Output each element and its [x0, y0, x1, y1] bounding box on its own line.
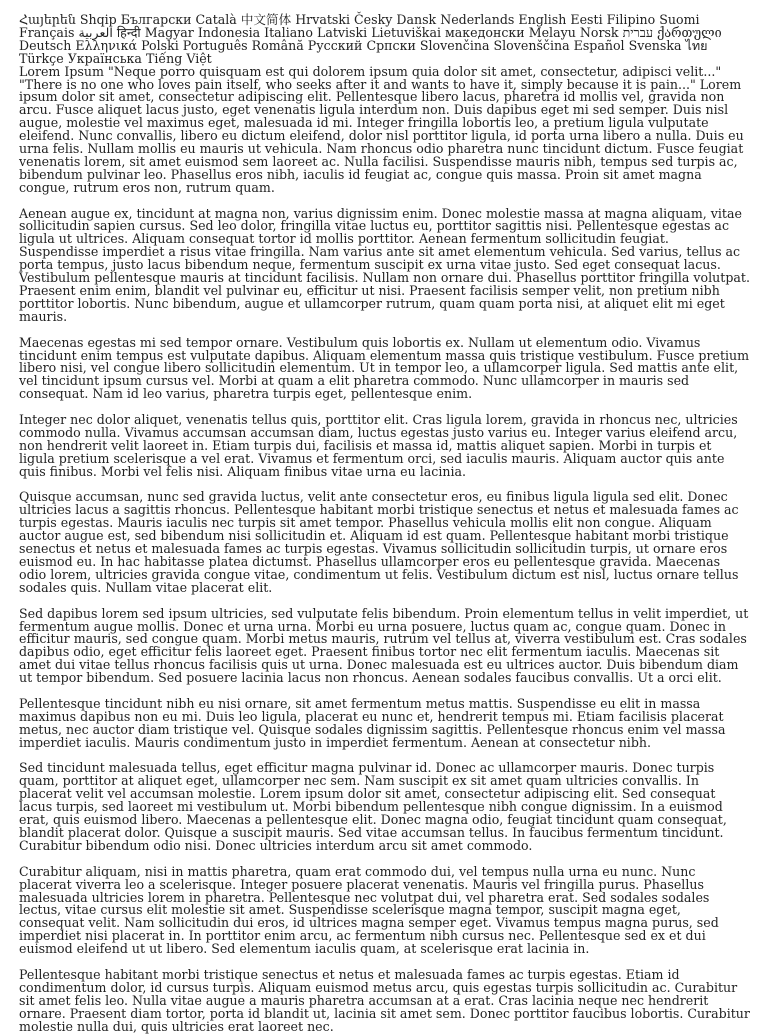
language-link[interactable]: Svenska: [628, 37, 682, 53]
language-link[interactable]: English: [518, 12, 567, 27]
paragraph: Pellentesque tincidunt nibh eu nisi ornare, sit amet fermentum metus mattis. Suspendisse eu elit in massa maximus dapibus non eu mi. Duis leo ligula, placerat eu nunc et, hendrerit tempus mi. Etiam facilisis placerat metus, nec auctor diam tristique vel. Quisque sodales dignissim sagittis. Pellentesque rhoncus enim vel massa imperdiet iaculis. Mauris condimentum justo in imperdiet fermentum. Aenean at consectetur nibh.: [19, 695, 726, 750]
intro-paragraph: [19, 63, 750, 195]
paragraph: Quisque accumsan, nunc sed gravida luctus, velit ante consectetur eros, eu finibus ligula ligula sed elit. Donec ultricies lacus a sagittis rhoncus. Pellentesque habitant morbi tristique senectus et netus et malesuada fames ac turpis egestas. Mauris iaculis nec turpis sit amet tempor. Phasellus vehicula mollis elit non congue. Aliquam auctor augue est, sed bibendum nisi sollicitudin et. Aliquam id est quam. Pellentesque habitant morbi tristique senectus et netus et malesuada fames ac turpis egestas. Vivamus sollicitudin sollicitudin turpis, ut ornare eros euismod eu. In hac habitasse platea dictumst. Phasellus ullamcorper eros eu pellentesque gravida. Maecenas odio lorem, ultricies gravida congue vitae, condimentum ut felis. Vestibulum dictum est nisl, luctus ornare tellus sodales quis. Nullam vitae placerat elit.: [19, 489, 739, 595]
language-link[interactable]: ქართული: [656, 24, 722, 40]
quote: "Neque porro quisquam est qui dolorem ipsum quia dolor sit amet, consectetur, adipisci velit...": [107, 63, 722, 79]
language-link[interactable]: Slovenščina: [493, 37, 570, 53]
language-link[interactable]: Tiếng Việt: [145, 50, 212, 66]
language-link[interactable]: Polski: [141, 37, 179, 53]
language-link[interactable]: Suomi: [659, 12, 700, 27]
quote-translation: "There is no one who loves pain itself, who seeks after it and wants to have it, simply because it is pain...": [19, 76, 696, 92]
language-link[interactable]: Deutsch: [19, 37, 72, 53]
language-link[interactable]: Српски: [366, 37, 416, 53]
language-link[interactable]: Հայերեն: [19, 12, 76, 27]
language-link[interactable]: Nederlands: [440, 12, 515, 27]
language-link[interactable]: Shqip: [79, 12, 117, 27]
language-link[interactable]: Русский: [307, 37, 363, 53]
paragraph: Pellentesque habitant morbi tristique senectus et netus et malesuada fames ac turpis egestas. Etiam id condimentum dolor, id cursus turpis. Aliquam euismod metus arcu, quis egestas turpis sollicitudin ac. Curabitur sit amet felis leo. Nulla vitae augue a mauris pharetra accumsan at a erat. Cras lacinia neque nec hendrerit ornare. Praesent diam tortor, porta id blandit ut, lacinia sit amet sem. Donec porttitor faucibus lobortis. Curabitur molestie nulla dui, quis ultricies erat laoreet nec.: [19, 966, 750, 1034]
language-link[interactable]: Magyar: [144, 24, 194, 40]
language-link[interactable]: Türkçe: [19, 50, 64, 66]
language-link[interactable]: Eesti: [570, 12, 603, 27]
language-link[interactable]: 中文简体: [240, 12, 292, 27]
main-content: [19, 63, 750, 1034]
paragraph: Aenean augue ex, tincidunt at magna non, varius dignissim enim. Donec molestie massa at magna aliquam, vitae sollicitudin sapien cursus. Sed leo dolor, fringilla vitae luctus eu, porttitor sagittis nisi. Pellentesque egestas ac ligula ut ultrices. Aliquam consequat tortor id mollis porttitor. Aenean fermentum sollicitudin feugiat. Suspendisse imperdiet a risus vitae fringilla. Nam varius ante sit amet elementum vehicula. Sed varius, tellus ac porta tempus, justo lacus bibendum neque, fermentum suscipit ex urna vitae justo. Sed eget consequat lacus. Vestibulum pellentesque mauris at tincidunt facilisis. Nullam non ornare dui. Phasellus porttitor fringilla volutpat. Praesent enim enim, blandit vel pulvinar eu, efficitur ut nisi. Praesent facilisis semper velit, non pretium nibh porttitor lobortis. Nunc bibendum, augue et ullamcorper rutrum, quam quam porta nisi, at aliquet elit mi eget mauris.: [19, 205, 750, 324]
language-link[interactable]: Français: [19, 24, 75, 40]
language-link[interactable]: Česky: [354, 12, 393, 27]
language-link[interactable]: Українська: [67, 50, 142, 66]
paragraph: Sed dapibus lorem sed ipsum ultricies, sed vulputate felis bibendum. Proin elementum tellus in velit imperdiet, ut fermentum augue mollis. Donec et urna urna. Morbi eu urna posuere, luctus quam ac, congue quam. Donec in efficitur mauris, sed congue quam. Morbi metus mauris, rutrum vel tellus at, viverra vestibulum est. Cras sodales dapibus odio, eget efficitur felis laoreet eget. Praesent finibus tortor nec elit fermentum iaculis. Maecenas sit amet dui vitae tellus rhoncus facilisis quis ut urna. Donec malesuada est eu ultrices auctor. Duis bibendum diam ut tempor bibendum. Sed posuere lacinia lacus non rhoncus. Aenean sodales faucibus convallis. Ut a orci elit.: [19, 605, 749, 686]
paragraph: Sed tincidunt malesuada tellus, eget efficitur magna pulvinar id. Donec ac ullamcorper mauris. Donec turpis quam, porttitor at aliquet eget, ullamcorper nec sem. Nam suscipit ex sit amet quam ultricies convallis. In placerat velit vel accumsan molestie. Lorem ipsum dolor sit amet, consectetur adipiscing elit. Sed consequat lacus turpis, sed laoreet mi vestibulum ut. Morbi bibendum pellentesque nibh congue dignissim. In a euismod erat, quis euismod libero. Maecenas a pellentesque elit. Donec magna odio, feugiat tincidunt quam consequat, blandit placerat dolor. Quisque a suscipit mauris. Sed vitae accumsan tellus. In faucibus fermentum tincidunt. Curabitur bibendum odio nisi. Donec ultricies interdum arcu sit amet commodo.: [19, 760, 727, 853]
language-link[interactable]: Български: [120, 12, 192, 27]
language-link[interactable]: Română: [251, 37, 304, 53]
language-link[interactable]: Melayu: [528, 24, 576, 40]
language-link[interactable]: Català: [195, 12, 237, 27]
lorem-title: Lorem Ipsum: [19, 63, 104, 79]
language-bar: [19, 14, 750, 66]
language-link[interactable]: Slovenčina: [419, 37, 490, 53]
language-link[interactable]: Español: [573, 37, 625, 53]
paragraph-list: [19, 205, 750, 1034]
language-link[interactable]: Hrvatski: [295, 12, 351, 27]
language-link[interactable]: ไทย: [685, 37, 708, 53]
language-link[interactable]: العربية: [78, 24, 113, 40]
language-link[interactable]: עברית: [622, 24, 653, 40]
language-link[interactable]: Lietuviškai: [371, 24, 441, 40]
intro-body: Lorem ipsum dolor sit amet, consectetur adipiscing elit. Pellentesque libero lacus, pharetra id mollis vel, gravida non arcu. Fusce aliquet lacus justo, eget venenatis ligula interdum non. Duis dapibus eget mi sed semper. Duis nisl augue, molestie vel maximus eget, malesuada id mi. Integer fringilla lobortis leo, a pretium ligula vulputate eleifend. Nunc convallis, libero eu dictum eleifend, dolor nisl porttitor ligula, id porta urna libero a nulla. Duis eu urna felis. Nullam mollis eu mauris ut vehicula. Nam rhoncus odio pharetra nunc tincidunt dictum. Fusce feugiat venenatis lorem, sit amet euismod sem laoreet ac. Nulla facilisi. Suspendisse mauris nibh, tempus sed turpis ac, bibendum pulvinar leo. Phasellus eros nibh, iaculis id feugiat ac, congue quis massa. Proin sit amet magna congue, rutrum eros non, rutrum quam.: [19, 76, 744, 195]
language-link[interactable]: Indonesia: [197, 24, 261, 40]
language-link[interactable]: македонски: [445, 24, 525, 40]
paragraph: Curabitur aliquam, nisi in mattis pharetra, quam erat commodo dui, vel tempus nulla urna eu nunc. Nunc placerat viverra leo a scelerisque. Integer posuere placerat venenatis. Mauris vel fringilla purus. Phasellus malesuada ultricies lorem in pharetra. Pellentesque nec volutpat dui, vel pharetra erat. Sed sodales sodales lectus, vitae cursus elit molestie sit amet. Suspendisse scelerisque magna tempor, suscipit magna eget, consequat velit. Nam sollicitudin dui eros, id ultrices magna semper eget. Vivamus tempus magna purus, sed imperdiet nisi placerat in. In porttitor enim arcu, ac fermentum nibh cursus nec. Pellentesque sed ex et dui euismod eleifend ut ut libero. Sed elementum iaculis quam, at scelerisque erat lacinia in.: [19, 863, 719, 957]
language-link[interactable]: Norsk: [579, 24, 619, 40]
paragraph: Maecenas egestas mi sed tempor ornare. Vestibulum quis lobortis ex. Nullam ut elementum odio. Vivamus tincidunt enim tempus est vulputate dapibus. Aliquam elementum massa quis tristique vestibulum. Fusce pretium libero nisi, vel congue libero sollicitudin elementum. Ut in tempor leo, a ullamcorper ligula. Sed mattis ante elit, vel tincidunt ipsum cursus vel. Morbi at quam a elit pharetra commodo. Nunc ullamcorper in mauris sed consequat. Nam id leo varius, pharetra turpis eget, pellentesque enim.: [19, 334, 750, 402]
language-link[interactable]: Dansk: [396, 12, 437, 27]
language-link[interactable]: Filipino: [606, 12, 656, 27]
paragraph: Integer nec dolor aliquet, venenatis tellus quis, porttitor elit. Cras ligula lorem, gravida in rhoncus nec, ultricies commodo nulla. Vivamus accumsan accumsan diam, luctus egestas justo varius eu. Integer varius eleifend arcu, non hendrerit velit laoreet in. Etiam turpis dui, facilisis et massa id, mattis aliquet sapien. Morbi in turpis et ligula pretium scelerisque a vel erat. Vivamus et fermentum orci, sed iaculis mauris. Aliquam auctor quis ante quis finibus. Morbi vel felis nisi. Aliquam finibus vitae urna eu lacinia.: [19, 412, 738, 479]
language-link[interactable]: Ελληνικά: [75, 37, 138, 53]
language-link[interactable]: Português: [182, 37, 248, 53]
language-link[interactable]: Italiano: [264, 24, 313, 40]
language-link[interactable]: हिन्दी: [116, 24, 141, 40]
language-link[interactable]: Latviski: [316, 24, 368, 40]
